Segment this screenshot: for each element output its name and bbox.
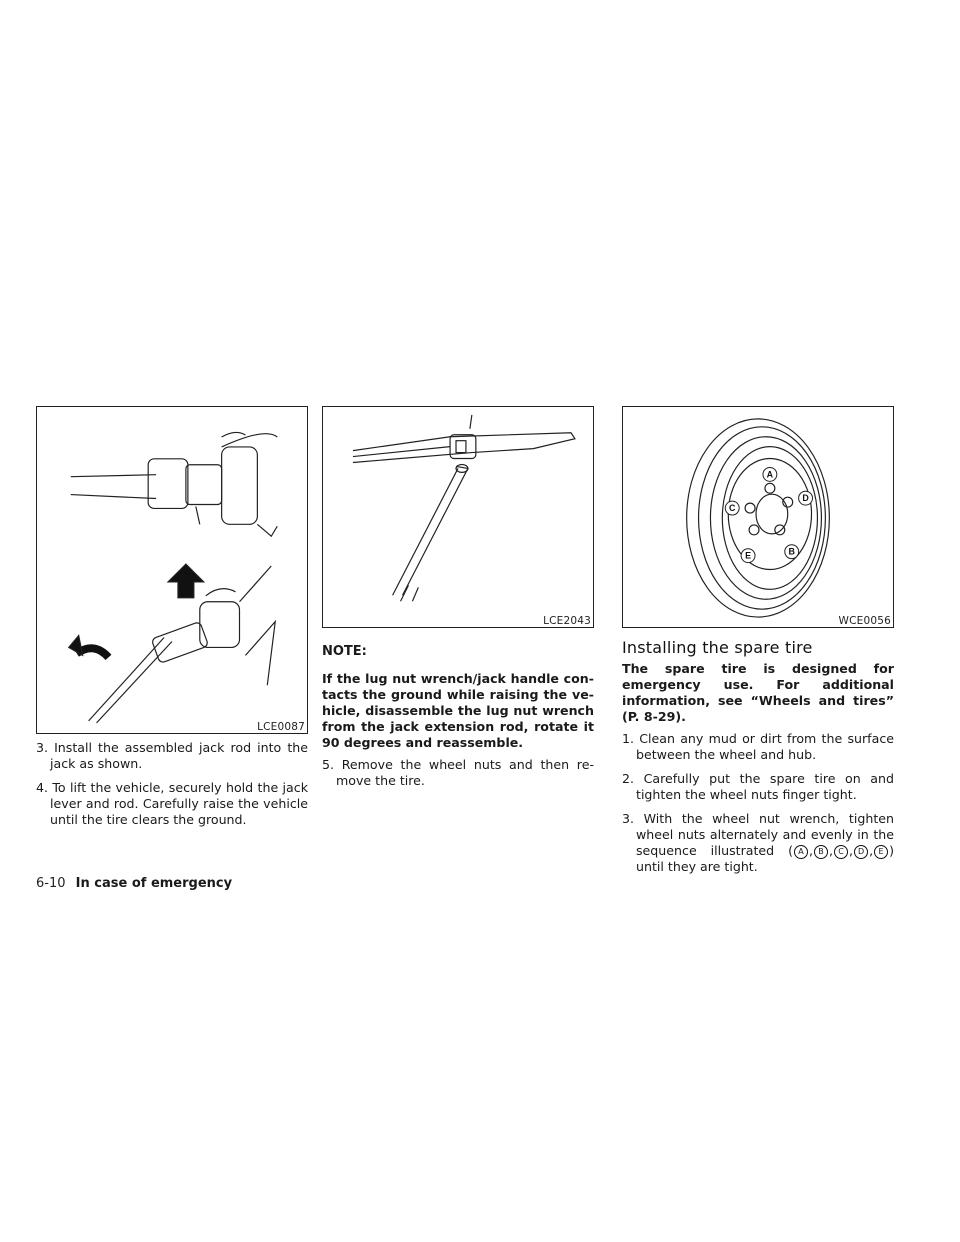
- page-number: 6-10: [36, 876, 66, 891]
- chapter-title: In case of emergency: [75, 876, 233, 891]
- step-5-text: 5. Remove the wheel nuts and then re- move the tire.: [322, 757, 594, 788]
- spare-tire-illustration: [622, 406, 894, 628]
- nut-label-c: C: [729, 503, 736, 514]
- nut-label-e: E: [745, 550, 752, 561]
- nut-label-b: B: [788, 546, 795, 557]
- note-text: If the lug nut wrench/jack handle con- tacts the ground while raising the ve- hicle, disassemble the lug nut wrench from the jack extension rod, rotate it 90 degrees and reassemble.: [322, 671, 594, 750]
- sequence-a-icon: A: [794, 845, 808, 859]
- figure-code: LCE2043: [543, 615, 591, 627]
- step-3-prefix: 3. With the wheel nut wrench, tighten wheel nuts alternately and evenly in the sequence illustrated (: [622, 811, 894, 858]
- sequence-b-icon: B: [814, 845, 828, 859]
- jack-rod-illustration: [36, 406, 308, 734]
- step-4-text: 4. To lift the vehicle, securely hold the jack lever and rod. Carefully raise the vehicle until the tire clears the ground.: [36, 780, 308, 827]
- nut-label-a: A: [766, 469, 774, 480]
- lug-wrench-drawing: [323, 407, 593, 627]
- figure-code: LCE0087: [257, 721, 305, 733]
- step-3-text: 3. With the wheel nut wrench, tighten wheel nuts alternately and evenly in the sequence illustrated ( A , B , C , D , E ) until they are tight.: [622, 811, 894, 874]
- sequence-c-icon: C: [834, 845, 848, 859]
- figure-code: WCE0056: [838, 615, 891, 627]
- lug-wrench-illustration: [322, 406, 594, 628]
- page-footer: [36, 876, 232, 891]
- column-middle: [322, 406, 594, 789]
- column-left: [36, 406, 308, 828]
- column-right: [622, 406, 894, 875]
- step-1-text: 1. Clean any mud or dirt from the surface between the wheel and hub.: [622, 731, 894, 762]
- note-heading: NOTE:: [322, 644, 367, 659]
- spare-tire-drawing: [623, 407, 893, 627]
- sequence-d-icon: D: [854, 845, 868, 859]
- nut-label-d: D: [802, 493, 809, 504]
- step-3-suffix: ) until they are tight.: [636, 843, 894, 874]
- intro-text: The spare tire is designed for emergency use. For additional information, see “Wheels and tires” (P. 8-29).: [622, 661, 894, 724]
- sequence-e-icon: E: [874, 845, 888, 859]
- step-3-text: 3. Install the assembled jack rod into the jack as shown.: [36, 740, 308, 771]
- step-2-text: 2. Carefully put the spare tire on and tighten the wheel nuts finger tight.: [622, 771, 894, 802]
- jack-rod-drawing: [37, 407, 307, 733]
- section-title: Installing the spare tire: [622, 638, 813, 657]
